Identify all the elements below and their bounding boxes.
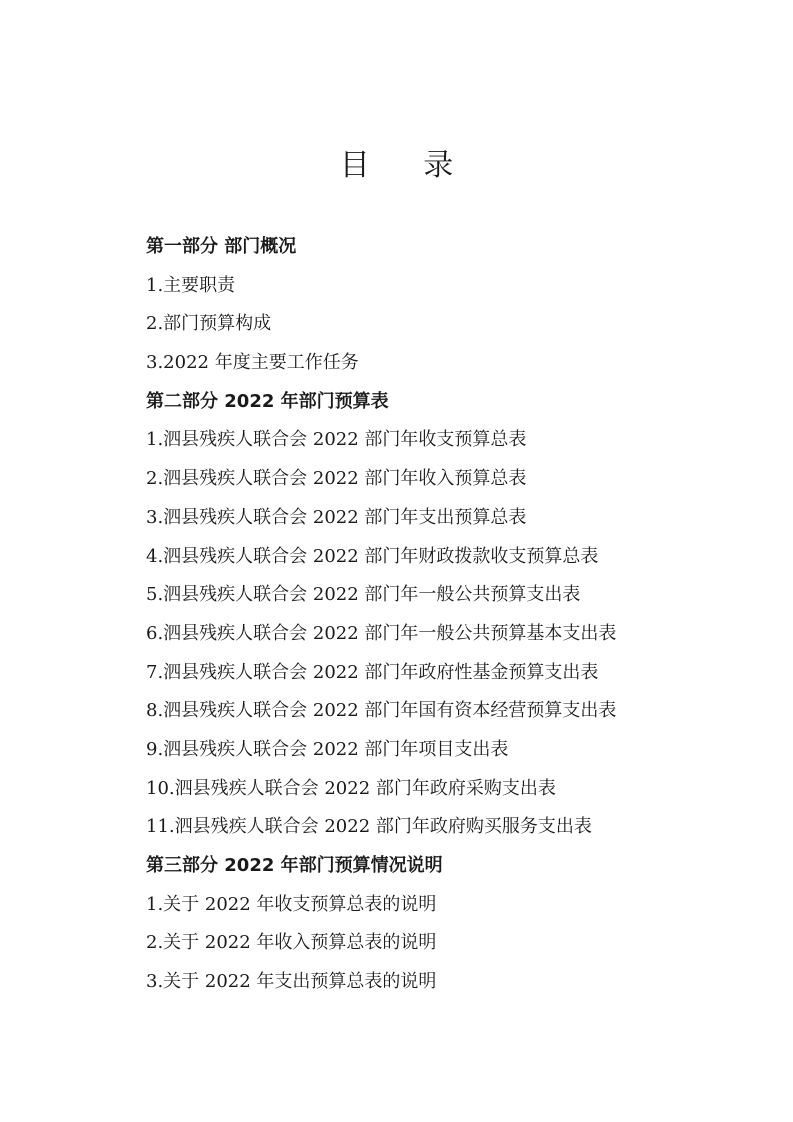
toc-item: 8.泗县残疾人联合会 2022 部门年国有资本经营预算支出表	[146, 700, 617, 722]
toc-part3-heading: 第三部分 2022 年部门预算情况说明	[146, 855, 443, 876]
toc-item: 2.泗县残疾人联合会 2022 部门年收入预算总表	[146, 468, 527, 490]
toc-item: 2.关于 2022 年收入预算总表的说明	[146, 932, 437, 954]
toc-item: 1.泗县残疾人联合会 2022 部门年收支预算总表	[146, 429, 527, 451]
toc-item: 3.关于 2022 年支出预算总表的说明	[146, 971, 437, 993]
table-of-contents	[146, 228, 706, 1002]
toc-item: 10.泗县残疾人联合会 2022 部门年政府采购支出表	[146, 777, 556, 799]
page-title: 目 录	[339, 148, 476, 183]
toc-part2-heading: 第二部分 2022 年部门预算表	[146, 390, 389, 412]
toc-item: 3.2022 年度主要工作任务	[146, 352, 359, 374]
toc-item: 1.关于 2022 年收支预算总表的说明	[146, 893, 437, 915]
toc-item: 4.泗县残疾人联合会 2022 部门年财政拨款收支预算总表	[146, 545, 599, 567]
toc-item: 5.泗县残疾人联合会 2022 部门年一般公共预算支出表	[146, 584, 581, 606]
toc-item: 9.泗县残疾人联合会 2022 部门年项目支出表	[146, 738, 509, 760]
toc-item: 11.泗县残疾人联合会 2022 部门年政府购买服务支出表	[146, 816, 592, 838]
toc-part1-heading: 第一部分 部门概况	[146, 236, 297, 257]
toc-item: 3.泗县残疾人联合会 2022 部门年支出预算总表	[146, 506, 527, 528]
toc-item: 7.泗县残疾人联合会 2022 部门年政府性基金预算支出表	[146, 661, 599, 683]
toc-item: 6.泗县残疾人联合会 2022 部门年一般公共预算基本支出表	[146, 622, 617, 644]
toc-item: 1.主要职责	[146, 274, 236, 296]
toc-item: 2.部门预算构成	[146, 313, 272, 335]
